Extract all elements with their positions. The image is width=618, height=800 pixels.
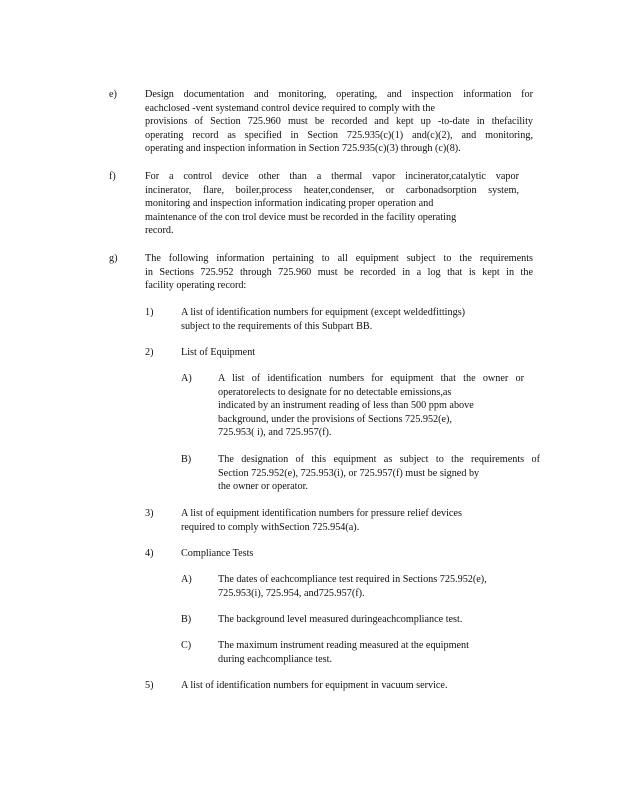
item-label: 3) bbox=[145, 508, 154, 519]
item-text bbox=[218, 639, 528, 666]
text-line: Design documentation and monitoring, operating, and inspection information for bbox=[145, 89, 533, 100]
item-label: 2) bbox=[145, 347, 154, 358]
item-label: 5) bbox=[145, 680, 154, 691]
text-line: A list of identification numbers for equipment that the owner or bbox=[218, 373, 524, 384]
item-text bbox=[218, 372, 524, 440]
text-line: For a control device other than a thermal vapor incinerator,catalytic vapor bbox=[145, 171, 519, 182]
text-line: facility operating record: bbox=[145, 280, 247, 291]
text-line: incinerator, flare, boiler,process heater,condenser, or carbonadsorption system, bbox=[145, 184, 519, 196]
text-line: The following information pertaining to all equipment subject to the requirements bbox=[145, 253, 533, 264]
text-line: required to comply withSection 725.954(a). bbox=[181, 521, 360, 533]
item-label: A) bbox=[181, 373, 192, 384]
text-line: operating record as specified in Section 725.935(c)(1) and(c)(2), and monitoring, bbox=[145, 129, 533, 141]
text-line: List of Equipment bbox=[181, 347, 256, 358]
item-label: 4) bbox=[145, 548, 154, 559]
item-text bbox=[181, 679, 511, 693]
text-line: maintenance of the con trol device must be recorded in the facility operating bbox=[145, 211, 457, 223]
item-label: 1) bbox=[145, 307, 154, 318]
text-line: A list of identification numbers for equipment in vacuum service. bbox=[181, 680, 448, 691]
item-text bbox=[181, 346, 511, 360]
item-label: C) bbox=[181, 640, 192, 651]
item-text bbox=[145, 170, 519, 238]
text-line: record. bbox=[145, 225, 174, 236]
text-line: indicated by an instrument reading of less than 500 ppm above bbox=[218, 400, 474, 411]
text-line: Section 725.952(e), 725.953(i), or 725.957(f) must be signed by bbox=[218, 467, 480, 479]
item-text bbox=[181, 306, 511, 333]
item-text bbox=[181, 547, 511, 561]
text-line: 725.953( i), and 725.957(f). bbox=[218, 427, 332, 438]
text-line: Compliance Tests bbox=[181, 548, 254, 559]
text-line: The maximum instrument reading measured at the equipment bbox=[218, 640, 469, 651]
item-text bbox=[218, 573, 528, 600]
item-label: e) bbox=[109, 89, 117, 100]
text-line: The background level measured duringeachcompliance test. bbox=[218, 614, 463, 625]
item-text bbox=[145, 252, 533, 293]
text-line: the owner or operator. bbox=[218, 481, 308, 492]
item-label: g) bbox=[109, 253, 118, 264]
item-text bbox=[181, 507, 511, 534]
text-line: operatorelects to designate for no detectable emissions,as bbox=[218, 386, 452, 398]
text-line: operating and inspection information in Section 725.935(c)(3) through (c)(8). bbox=[145, 143, 461, 154]
item-text bbox=[218, 613, 528, 627]
item-label: B) bbox=[181, 454, 192, 465]
text-line: subject to the requirements of this Subpart BB. bbox=[181, 320, 373, 332]
text-line: background, under the provisions of Sections 725.952(e), bbox=[218, 413, 452, 425]
text-line: in Sections 725.952 through 725.960 must be recorded in a log that is kept in the bbox=[145, 266, 533, 278]
item-label: f) bbox=[109, 171, 116, 182]
text-line: A list of equipment identification numbers for pressure relief devices bbox=[181, 508, 462, 519]
text-line: The dates of eachcompliance test required in Sections 725.952(e), bbox=[218, 574, 487, 585]
text-line: eachclosed -vent systemand control device required to comply with the bbox=[145, 102, 435, 114]
item-text bbox=[218, 453, 540, 494]
text-line: during eachcompliance test. bbox=[218, 653, 332, 665]
text-line: The designation of this equipment as subject to the requirements of bbox=[218, 454, 540, 465]
text-line: provisions of Section 725.960 must be recorded and kept up -to-date in thefacility bbox=[145, 116, 533, 127]
item-label: A) bbox=[181, 574, 192, 585]
text-line: monitoring and inspection information indicating proper operation and bbox=[145, 198, 434, 209]
item-text bbox=[145, 88, 533, 156]
item-label: B) bbox=[181, 614, 192, 625]
text-line: 725.953(i), 725.954, and725.957(f). bbox=[218, 587, 365, 599]
text-line: A list of identification numbers for equipment (except weldedfittings) bbox=[181, 307, 466, 318]
